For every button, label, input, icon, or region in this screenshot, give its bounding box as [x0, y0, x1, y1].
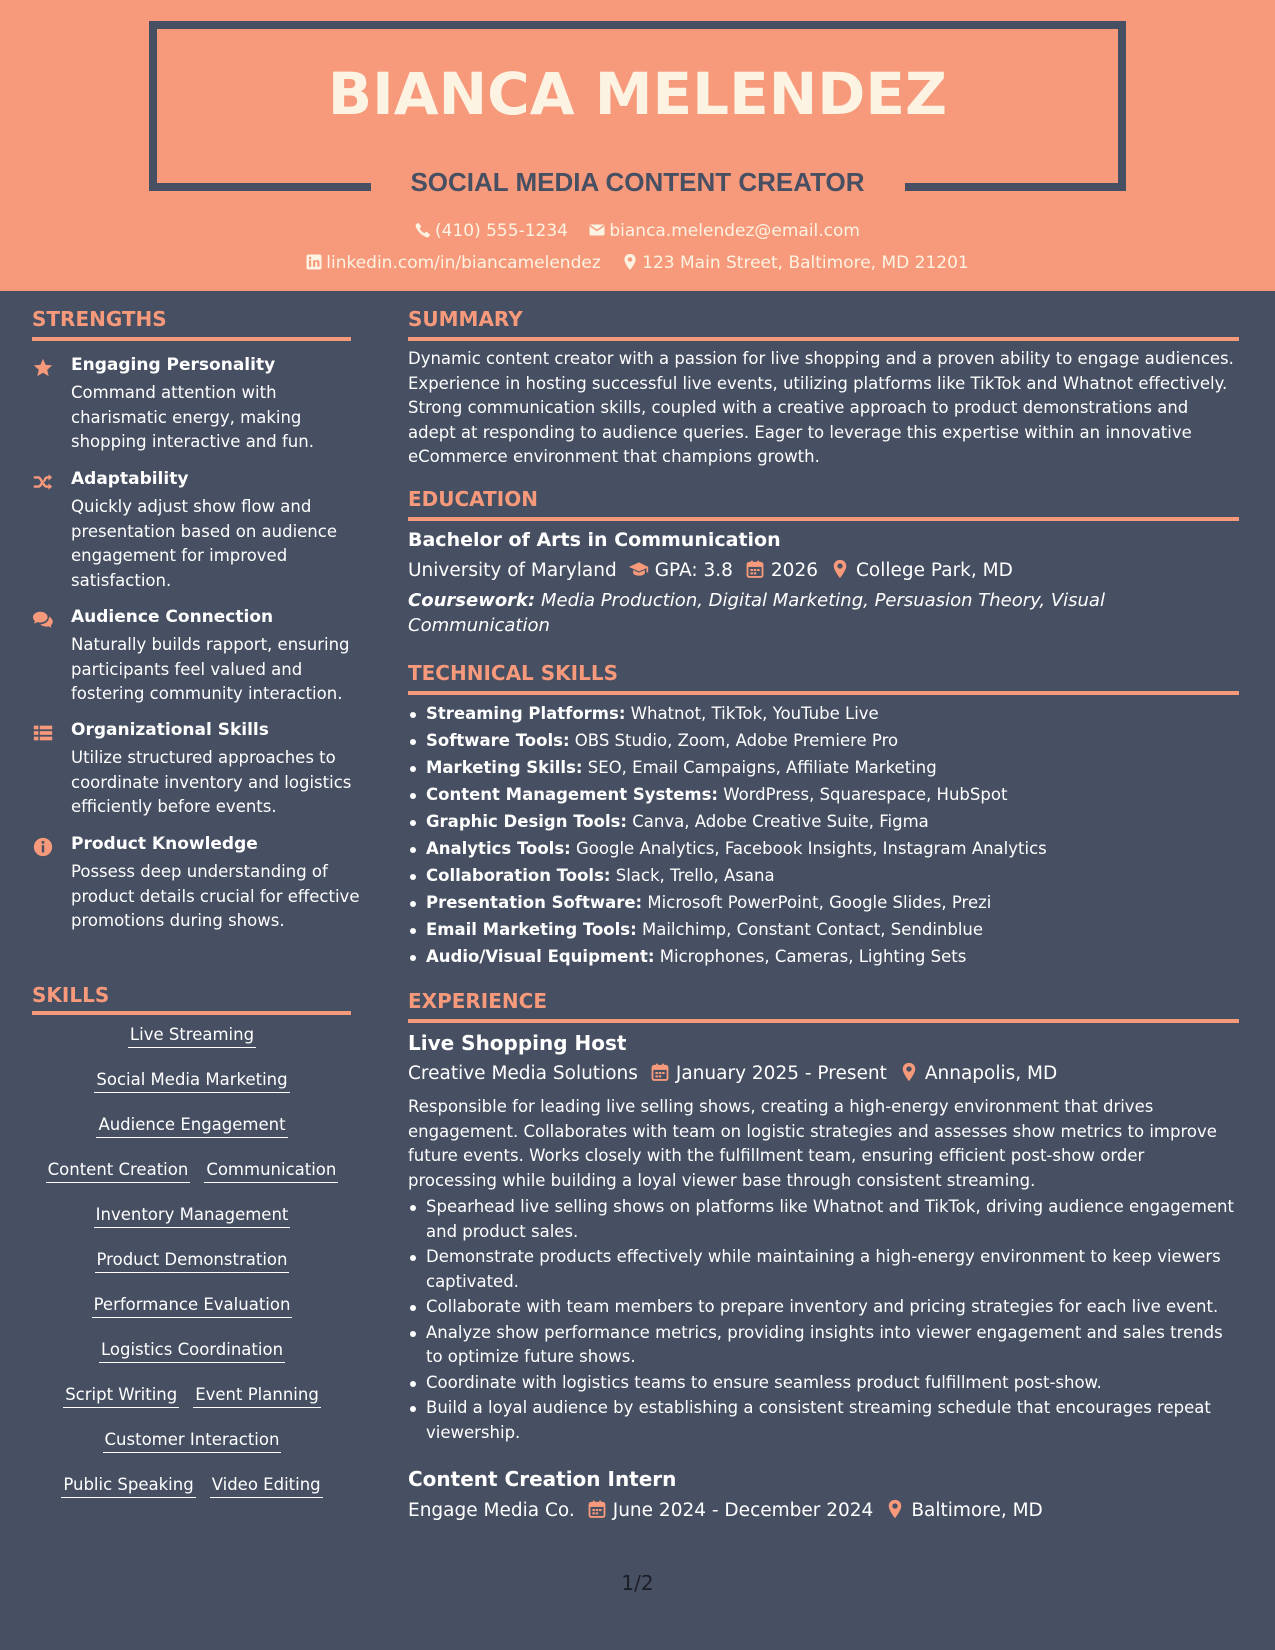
- list-item: [408, 864, 1238, 889]
- strength-description: Quickly adjust show flow and presentation based on audience engagement for improved satisfaction.: [71, 497, 337, 590]
- skill-row: [32, 1115, 352, 1138]
- strength-title: Audience Connection: [71, 607, 274, 627]
- strength-item: [32, 607, 362, 707]
- contact-row-secondary: [0, 253, 1275, 273]
- skill-label: Graphic Design Tools:: [426, 812, 628, 831]
- skill-value: Slack, Trello, Asana: [615, 866, 775, 885]
- strength-description: Command attention with charismatic energy, making shopping interactive and fun.: [71, 383, 314, 451]
- skill-tag: Performance Evaluation: [92, 1295, 293, 1318]
- skill-value: Whatnot, TikTok, YouTube Live: [630, 704, 879, 723]
- experience-heading: EXPERIENCE: [408, 989, 547, 1013]
- candidate-name: BIANCA MELENDEZ: [327, 60, 948, 128]
- contact-address: [622, 253, 969, 273]
- contact-row-primary: [0, 221, 1275, 241]
- strength-item: [32, 834, 362, 954]
- skill-row: [32, 1025, 352, 1048]
- email-text: bianca.melendez@email.com: [609, 221, 860, 241]
- skill-row: [32, 1295, 352, 1318]
- list-item: Analyze show performance metrics, providing insights into viewer engagement and sales trends to optimize future shows.: [408, 1321, 1238, 1370]
- skill-row: [32, 1430, 352, 1453]
- strength-item: [32, 720, 362, 820]
- contact-phone[interactable]: [415, 221, 568, 241]
- skill-tag: Product Demonstration: [95, 1250, 290, 1273]
- job-location: Annapolis, MD: [924, 1063, 1058, 1084]
- skill-label: Software Tools:: [426, 731, 570, 750]
- experience-rule: [408, 1019, 1239, 1023]
- skill-value: OBS Studio, Zoom, Adobe Premiere Pro: [574, 731, 899, 750]
- star-icon: [32, 357, 54, 379]
- skill-tag: Live Streaming: [128, 1025, 256, 1048]
- summary-text: Dynamic content creator with a passion for live shopping and a proven ability to engage audiences. Experience in hosting successful live events, utilizing platforms like TikTok and Whatnot effectively. Strong communication skills, coupled with a creative approach to product demonstrations and adept at responding to audience queries. Eager to leverage this expertise within an innovative eCommerce environment that champions growth.: [408, 349, 1234, 466]
- job-meta-2: [408, 1499, 1043, 1521]
- strength-title: Organizational Skills: [71, 720, 269, 740]
- list-item: [408, 810, 1238, 835]
- job-bullets: [408, 1195, 1238, 1446]
- skill-row: [32, 1385, 352, 1408]
- list-item: [408, 702, 1238, 727]
- skill-value: Google Analytics, Facebook Insights, Instagram Analytics: [576, 839, 1047, 858]
- summary-rule: [408, 337, 1239, 341]
- map-pin-icon: [885, 1499, 905, 1519]
- list-item: Coordinate with logistics teams to ensure seamless product fulfillment post-show.: [408, 1371, 1238, 1396]
- list-item: Spearhead live selling shows on platforms like Whatnot and TikTok, driving audience engagement and product sales.: [408, 1195, 1238, 1244]
- skill-row: [32, 1250, 352, 1273]
- skill-row: [32, 1160, 352, 1183]
- strength-description: Possess deep understanding of product details crucial for effective promotions during shows.: [71, 862, 360, 930]
- education-heading: EDUCATION: [408, 487, 538, 511]
- job-dates: June 2024 - December 2024: [612, 1500, 874, 1521]
- school-name: University of Maryland: [408, 560, 617, 581]
- job-location: Baltimore, MD: [911, 1500, 1043, 1521]
- skill-row: [32, 1475, 352, 1498]
- job-description: Responsible for leading live selling shows, creating a high-energy environment that drives engagement. Collaborates with team on logistic strategies and assesses show metrics to improve future events. Works closely with the fulfillment team, ensuring efficient post-show order processing while building a loyal viewer base through consistent streaming.: [408, 1097, 1217, 1190]
- calendar-icon: [650, 1062, 670, 1082]
- skill-value: Canva, Adobe Creative Suite, Figma: [632, 812, 929, 831]
- summary-heading: SUMMARY: [408, 307, 523, 331]
- job-title-2: Content Creation Intern: [408, 1467, 677, 1491]
- envelope-icon: [589, 222, 605, 238]
- strength-title: Adaptability: [71, 469, 189, 489]
- skill-tag: Event Planning: [193, 1385, 321, 1408]
- skill-value: WordPress, Squarespace, HubSpot: [723, 785, 1008, 804]
- list-item: [408, 918, 1238, 943]
- shuffle-icon: [32, 471, 54, 493]
- skill-value: Microsoft PowerPoint, Google Slides, Prezi: [647, 893, 992, 912]
- list-item: [408, 837, 1238, 862]
- list-item: Demonstrate products effectively while maintaining a high-energy environment to keep viewers captivated.: [408, 1245, 1238, 1294]
- list-item: [408, 891, 1238, 916]
- technical-skills-rule: [408, 691, 1239, 695]
- job-title-1: Live Shopping Host: [408, 1031, 627, 1055]
- job-meta-1: [408, 1062, 1057, 1084]
- job-title: SOCIAL MEDIA CONTENT CREATOR: [410, 167, 865, 197]
- coursework: [408, 589, 1238, 638]
- skill-tag: Social Media Marketing: [94, 1070, 289, 1093]
- skill-label: Email Marketing Tools:: [426, 920, 637, 939]
- technical-skills-list: [408, 702, 1238, 972]
- gpa-text: GPA: 3.8: [654, 560, 733, 581]
- resume-header: [0, 0, 1275, 291]
- strengths-rule: [32, 337, 351, 341]
- skill-tag: Inventory Management: [94, 1205, 291, 1228]
- linkedin-text: linkedin.com/in/biancamelendez: [326, 253, 601, 273]
- address-text: 123 Main Street, Baltimore, MD 21201: [642, 253, 969, 273]
- page-number: 1/2: [621, 1571, 654, 1595]
- skill-label: Audio/Visual Equipment:: [426, 947, 655, 966]
- skill-tag: Audience Engagement: [96, 1115, 287, 1138]
- strength-description: Utilize structured approaches to coordinate inventory and logistics efficiently before events.: [71, 748, 352, 816]
- list-item: Collaborate with team members to prepare inventory and pricing strategies for each live event.: [408, 1295, 1238, 1320]
- skill-label: Collaboration Tools:: [426, 866, 611, 885]
- strength-title: Engaging Personality: [71, 355, 276, 375]
- skill-tag: Customer Interaction: [103, 1430, 282, 1453]
- map-pin-icon: [830, 559, 850, 579]
- skill-value: SEO, Email Campaigns, Affiliate Marketing: [587, 758, 937, 777]
- skill-label: Presentation Software:: [426, 893, 643, 912]
- strength-item: [32, 469, 362, 589]
- calendar-icon: [745, 559, 765, 579]
- education-location: College Park, MD: [856, 560, 1013, 581]
- comments-icon: [32, 609, 54, 631]
- list-item: [408, 945, 1238, 970]
- skill-label: Content Management Systems:: [426, 785, 718, 804]
- skill-tag: Communication: [204, 1160, 338, 1183]
- skill-row: [32, 1070, 352, 1093]
- company-name: Creative Media Solutions: [408, 1063, 638, 1084]
- list-item: [408, 783, 1238, 808]
- linkedin-icon: [306, 254, 322, 270]
- contact-email[interactable]: [589, 221, 860, 241]
- skill-tag: Video Editing: [210, 1475, 323, 1498]
- skill-label: Analytics Tools:: [426, 839, 571, 858]
- calendar-icon: [587, 1499, 607, 1519]
- map-pin-icon: [899, 1062, 919, 1082]
- list-item: [408, 756, 1238, 781]
- graduation-year: 2026: [770, 560, 818, 581]
- phone-text: (410) 555-1234: [435, 221, 568, 241]
- contact-linkedin[interactable]: [306, 253, 601, 273]
- graduation-cap-icon: [629, 559, 649, 579]
- map-pin-icon: [622, 254, 638, 270]
- list-item: Build a loyal audience by establishing a consistent streaming schedule that encourages repeat viewership.: [408, 1396, 1238, 1445]
- info-icon: [32, 836, 54, 858]
- job-dates: January 2025 - Present: [675, 1063, 887, 1084]
- skill-row: [32, 1340, 352, 1363]
- list-icon: [32, 722, 54, 744]
- skill-label: Streaming Platforms:: [426, 704, 626, 723]
- coursework-list: Media Production, Digital Marketing, Persuasion Theory, Visual Communication: [408, 590, 1105, 636]
- skill-tag: Logistics Coordination: [99, 1340, 285, 1363]
- strength-item: [32, 355, 362, 455]
- skill-row: [32, 1205, 352, 1228]
- strength-description: Naturally builds rapport, ensuring participants feel valued and fostering community interaction.: [71, 635, 350, 703]
- skill-value: Microphones, Cameras, Lighting Sets: [659, 947, 967, 966]
- strengths-heading: STRENGTHS: [32, 307, 167, 331]
- skill-tag: Content Creation: [46, 1160, 191, 1183]
- degree-title: Bachelor of Arts in Communication: [408, 529, 781, 551]
- skill-label: Marketing Skills:: [426, 758, 583, 777]
- coursework-label: Coursework:: [408, 590, 536, 611]
- skill-tag: Script Writing: [63, 1385, 179, 1408]
- strength-title: Product Knowledge: [71, 834, 258, 854]
- phone-icon: [415, 222, 431, 238]
- skills-heading: SKILLS: [32, 983, 110, 1007]
- company-name: Engage Media Co.: [408, 1500, 575, 1521]
- list-item: [408, 729, 1238, 754]
- skill-value: Mailchimp, Constant Contact, Sendinblue: [641, 920, 984, 939]
- skill-tag: Public Speaking: [61, 1475, 195, 1498]
- header-frame-top: [149, 21, 1126, 29]
- technical-skills-heading: TECHNICAL SKILLS: [408, 661, 618, 685]
- education-meta: [408, 559, 1013, 581]
- skills-rule: [32, 1011, 351, 1015]
- education-rule: [408, 517, 1239, 521]
